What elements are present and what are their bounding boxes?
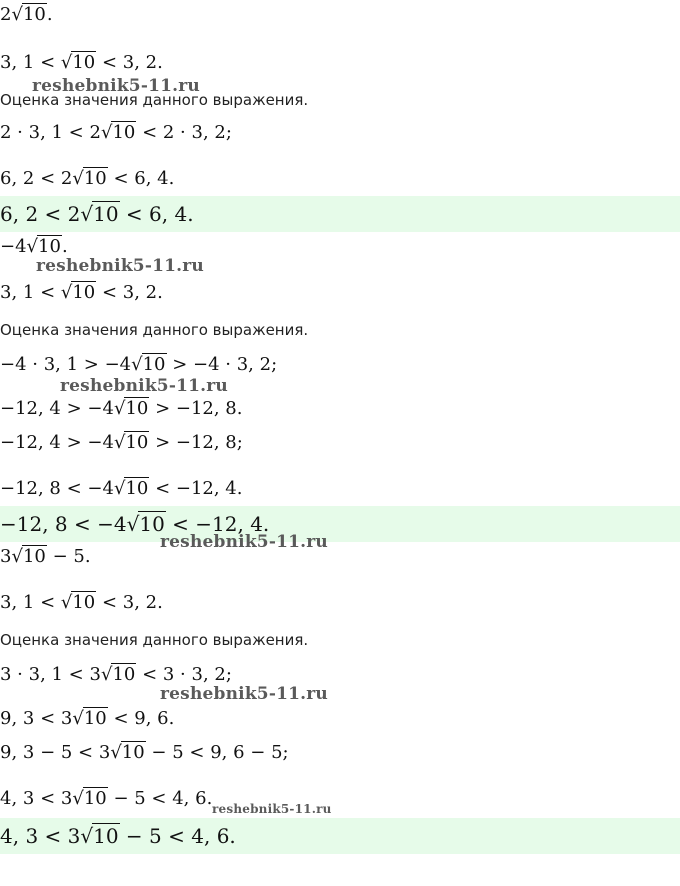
answer-1: 6, 2 < 2√10 < 6, 4. [0,202,194,226]
watermark: reshebnik5-11.ru [32,76,200,96]
step-3-2: 9, 3 < 3√10 < 9, 6. [0,708,175,729]
step-3-1: 3 · 3, 1 < 3√10 < 3 · 3, 2; [0,664,232,685]
expression-1: 2√10. [0,4,53,25]
watermark: reshebnik5-11.ru [36,256,204,276]
step-1-1: 2 · 3, 1 < 2√10 < 2 · 3, 2; [0,122,232,143]
step-3-3: 9, 3 − 5 < 3√10 − 5 < 9, 6 − 5; [0,742,289,763]
answer-3: 4, 3 < 3√10 − 5 < 4, 6. [0,824,236,848]
estimate-label-2: Оценка значения данного выражения. [0,321,309,339]
step-3-4: 4, 3 < 3√10 − 5 < 4, 6. [0,788,213,809]
answer-highlight-3 [0,818,680,854]
estimate-label-3: Оценка значения данного выражения. [0,631,309,649]
answer-2: −12, 8 < −4√10 < −12, 4. [0,512,270,536]
answer-highlight-1 [0,196,680,232]
watermark: reshebnik5-11.ru [212,802,332,816]
step-2-1: −4 · 3, 1 > −4√10 > −4 · 3, 2; [0,354,278,375]
given-inequality-1: 3, 1 < √10 < 3, 2. [0,52,163,73]
answer-highlight-2 [0,506,680,542]
watermark: reshebnik5-11.ru [60,376,228,396]
watermark: reshebnik5-11.ru [160,684,328,704]
given-inequality-3: 3, 1 < √10 < 3, 2. [0,592,163,613]
given-inequality-2: 3, 1 < √10 < 3, 2. [0,282,163,303]
expression-2: −4√10. [0,236,68,257]
step-1-2: 6, 2 < 2√10 < 6, 4. [0,168,175,189]
step-2-3: −12, 4 > −4√10 > −12, 8; [0,432,243,453]
step-2-2: −12, 4 > −4√10 > −12, 8. [0,398,243,419]
watermark: reshebnik5-11.ru [160,532,328,552]
step-2-4: −12, 8 < −4√10 < −12, 4. [0,478,243,499]
expression-3: 3√10 − 5. [0,546,91,567]
estimate-label-1: Оценка значения данного выражения. [0,91,309,109]
